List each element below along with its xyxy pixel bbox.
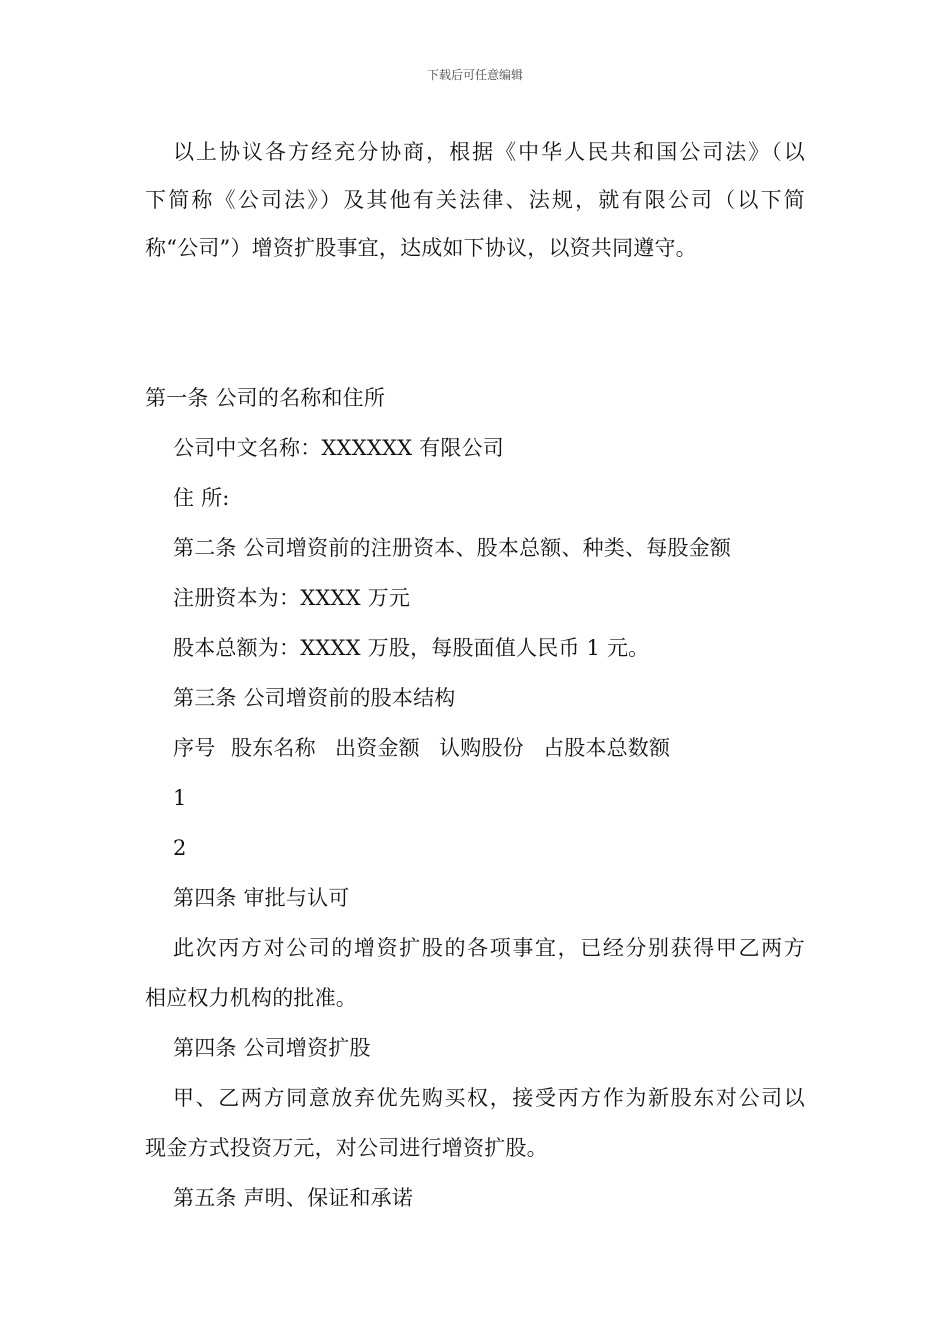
page-header: 下载后可任意编辑: [426, 68, 523, 82]
table-row: 2: [173, 836, 187, 860]
intro-line-1: 以上协议各方经充分协商，根据《中华人民共和国公司法》（以: [173, 140, 805, 164]
column-header-contribution: 出资金额: [335, 736, 420, 760]
approval-body-line-2: 相应权力机构的批准。: [145, 986, 357, 1010]
article-4-approval-title: 第四条 审批与认可: [173, 886, 350, 910]
capital-increase-body-line-1: 甲、乙两方同意放弃优先购买权，接受丙方作为新股东对公司以: [173, 1086, 805, 1110]
company-name-line: 公司中文名称：XXXXXX 有限公司: [173, 436, 504, 460]
article-2-title: 第二条 公司增资前的注册资本、股本总额、种类、每股金额: [173, 536, 732, 560]
article-5-title: 第五条 声明、保证和承诺: [173, 1186, 414, 1210]
table-row: 1: [173, 786, 187, 810]
approval-body-line-1: 此次丙方对公司的增资扩股的各项事宜，已经分别获得甲乙两方: [173, 936, 805, 960]
column-header-shareholder: 股东名称: [231, 736, 316, 760]
capital-increase-body-line-2: 现金方式投资万元，对公司进行增资扩股。: [145, 1136, 548, 1160]
intro-line-2: 下简称《公司法》）及其他有关法律、法规，就有限公司（以下简: [145, 188, 805, 212]
intro-line-3: 称“公司”）增资扩股事宜，达成如下协议，以资共同遵守。: [145, 236, 697, 260]
address-line: 住 所:: [173, 486, 230, 510]
article-3-title: 第三条 公司增资前的股本结构: [173, 686, 456, 710]
column-header-share-ratio: 占股本总数额: [543, 736, 671, 760]
column-header-subscribed-shares: 认购股份: [439, 736, 524, 760]
total-shares-line: 股本总额为：XXXX 万股，每股面值人民币 1 元。: [173, 636, 650, 660]
article-4-capital-increase-title: 第四条 公司增资扩股: [173, 1036, 371, 1060]
article-1-title: 第一条 公司的名称和住所: [145, 386, 386, 410]
registered-capital-line: 注册资本为：XXXX 万元: [173, 586, 411, 610]
shareholding-table-header: [173, 734, 670, 762]
column-header-number: 序号: [173, 736, 216, 760]
